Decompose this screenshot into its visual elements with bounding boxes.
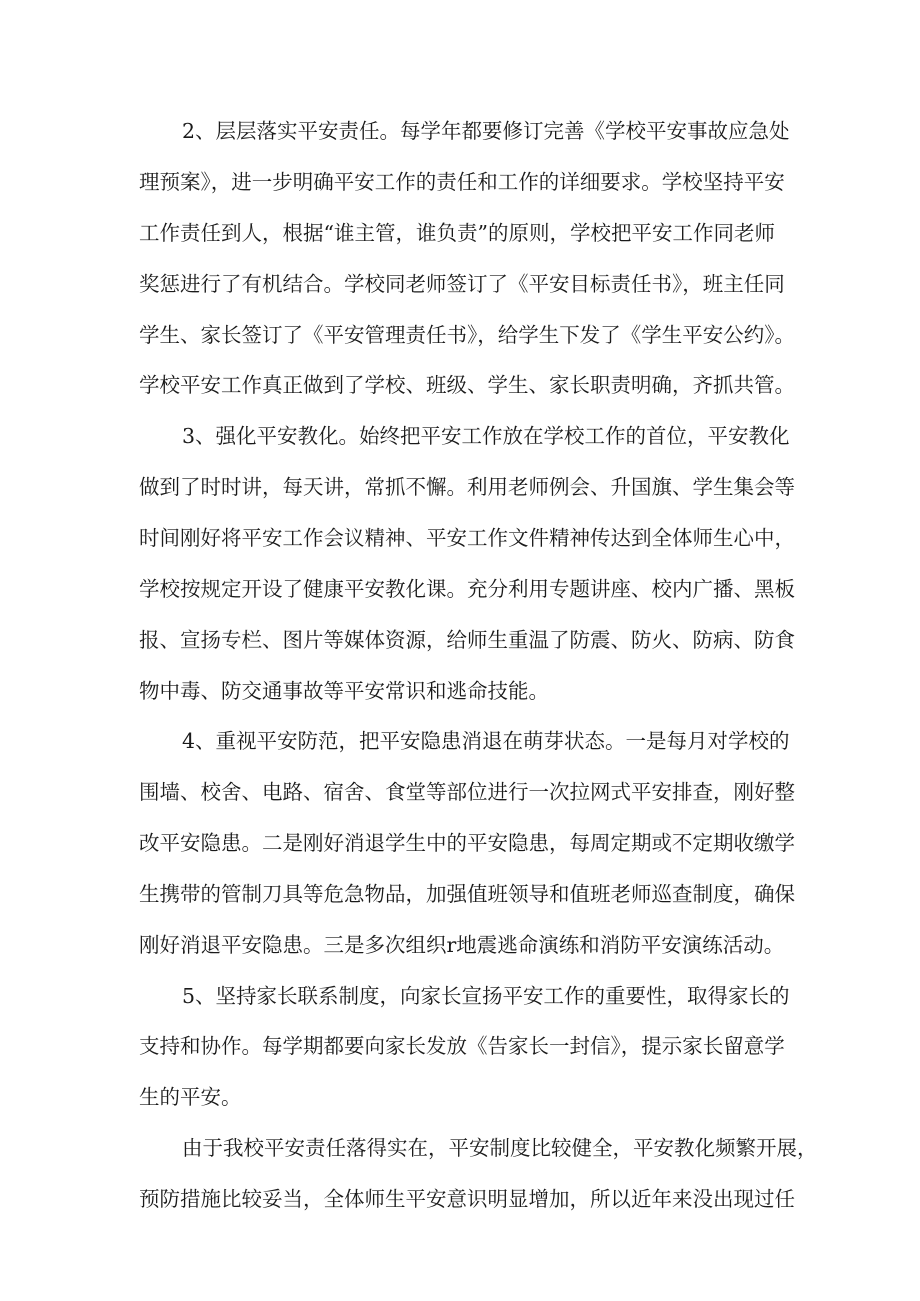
text-line: 4、重视平安防范，把平安隐患消退在萌芽状态。一是每月对学校的 — [182, 729, 790, 753]
text-line: 刚好消退平安隐患。三是多次组织r地震逃命演练和消防平安演练活动。 — [139, 933, 785, 957]
text-line: 5、坚持家长联系制度，向家长宣扬平安工作的重要性，取得家长的 — [182, 984, 790, 1008]
text-line: 做到了时时讲，每天讲，常抓不懈。利用老师例会、升国旗、学生集会等 — [139, 475, 795, 499]
text-line: 物中毒、防交通事故等平安常识和逃命技能。 — [139, 679, 549, 703]
text-line: 工作责任到人，根据“谁主管，谁负责”的原则，学校把平安工作同老师 — [139, 221, 775, 245]
text-line: 生携带的管制刀具等危急物品，加强值班领导和值班老师巡查制度，确保 — [139, 882, 795, 906]
text-line: 围墙、校舍、电路、宿舍、食堂等部位进行一次拉网式平安排查，刚好整 — [139, 780, 795, 804]
text-line: 学校按规定开设了健康平安教化课。充分利用专题讲座、校内广播、黑板 — [139, 577, 795, 601]
text-line: 理预案》，进一步明确平安工作的责任和工作的详细要求。学校坚持平安 — [139, 170, 785, 194]
text-line: 时间刚好将平安工作会议精神、平安工作文件精神传达到全体师生心中， — [139, 526, 795, 550]
text-line: 预防措施比较妥当，全体师生平安意识明显增加，所以近年来没出现过任 — [139, 1187, 795, 1211]
text-line: 改平安隐患。二是刚好消退学生中的平安隐患，每周定期或不定期收缴学 — [139, 831, 795, 855]
text-line: 由于我校平安责任落得实在，平安制度比较健全，平安教化频繁开展， — [182, 1136, 818, 1160]
text-line: 学生、家长签订了《平安管理责任书》，给学生下发了《学生平安公约》。 — [139, 323, 795, 347]
text-line: 奖惩进行了有机结合。学校同老师签订了《平安目标责任书》，班主任同 — [139, 272, 785, 296]
text-line: 3、强化平安教化。始终把平安工作放在学校工作的首位，平安教化 — [182, 424, 790, 448]
text-line: 报、宣扬专栏、图片等媒体资源，给师生重温了防震、防火、防病、防食 — [139, 628, 795, 652]
text-line: 学校平安工作真正做到了学校、班级、学生、家长职责明确，齐抓共管。 — [139, 373, 795, 397]
text-line: 支持和协作。每学期都要向家长发放《告家长一封信》，提示家长留意学 — [139, 1034, 785, 1058]
text-line: 生的平安。 — [139, 1085, 242, 1109]
text-line: 2、层层落实平安责任。每学年都要修订完善《学校平安事故应急处 — [182, 119, 790, 143]
